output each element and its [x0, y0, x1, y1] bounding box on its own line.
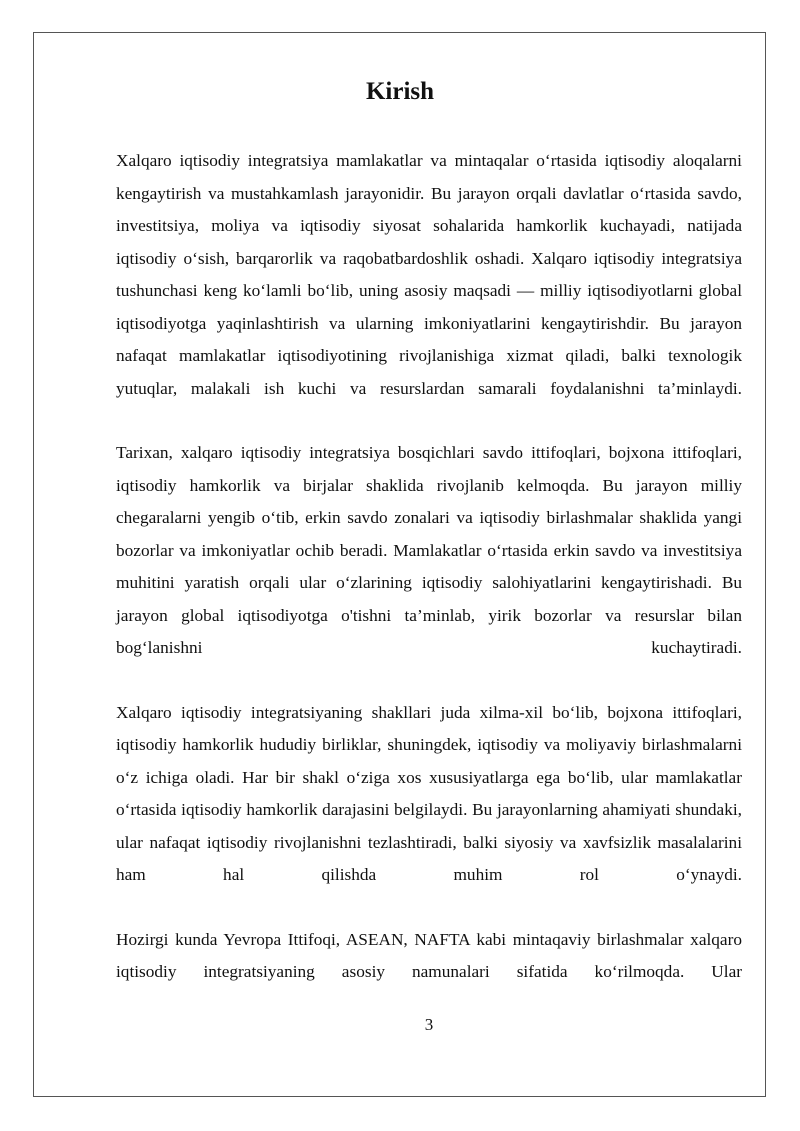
paragraph-4: Hozirgi kunda Yevropa Ittifoqi, ASEAN, NAFTA kabi mintaqaviy birlashmalar xalqaro iqtisodiy integratsiyaning asosiy namunalari sifatida ko‘rilmoqda. Ular	[116, 929, 742, 981]
page-number: 3	[424, 1015, 434, 1034]
paragraph-2: Tarixan, xalqaro iqtisodiy integratsiya bosqichlari savdo ittifoqlari, bojxona ittifoqlari, iqtisodiy hamkorlik va birjalar shaklida rivojlanib kelmoqda. Bu jarayon milliy chegaralarni yengib o‘tib, erkin savdo zonalari va iqtisodiy birlashmalar shaklida yangi bozorlar va imkoniyatlar ochib beradi. Mamlakatlar o‘rtasida erkin savdo va investitsiya muhitini yaratish orqali ular o‘zlarining iqtisodiy salohiyatlarini kengaytirishadi. Bu jarayon global iqtisodiyotga o'tishni ta’minlab, yirik bozorlar va resurslar bilan bog‘lanishni kuchaytiradi.	[116, 443, 742, 657]
page-title: Kirish	[365, 78, 435, 105]
paragraph-1: Xalqaro iqtisodiy integratsiya mamlakatlar va mintaqalar o‘rtasida iqtisodiy aloqalarni kengaytirish va mustahkamlash jarayonidir. Bu jarayon orqali davlatlar o‘rtasida savdo, investitsiya, moliya va iqtisodiy siyosat sohalarida hamkorlik kuchayadi, natijada iqtisodiy o‘sish, barqarorlik va raqobatbardoshlik oshadi. Xalqaro iqtisodiy integratsiya tushunchasi keng ko‘lamli bo‘lib, uning asosiy maqsadi — milliy iqtisodiyotlarni global iqtisodiyotga yaqinlashtirish va ularning imkoniyatlarini kengaytirishdir. Bu jarayon nafaqat mamlakatlar iqtisodiyotining rivojlanishiga xizmat qiladi, balki texnologik yutuqlar, malakali ish kuchi va resurslardan samarali foydalanishni ta’minlaydi.	[116, 151, 742, 398]
body-text	[116, 145, 742, 989]
paragraph-3: Xalqaro iqtisodiy integratsiyaning shakllari juda xilma-xil bo‘lib, bojxona ittifoqlari, iqtisodiy hamkorlik hududiy birliklar, shuningdek, iqtisodiy va moliyaviy birlashmalarni o‘z ichiga oladi. Har bir shakl o‘ziga xos xususiyatlarga ega bo‘lib, ular mamlakatlar o‘rtasida iqtisodiy hamkorlik darajasini belgilaydi. Bu jarayonlarning ahamiyati shundaki, ular nafaqat iqtisodiy rivojlanishni tezlashtiradi, balki siyosiy va xavfsizlik masalalarini ham hal qilishda muhim rol o‘ynaydi.	[116, 702, 742, 884]
